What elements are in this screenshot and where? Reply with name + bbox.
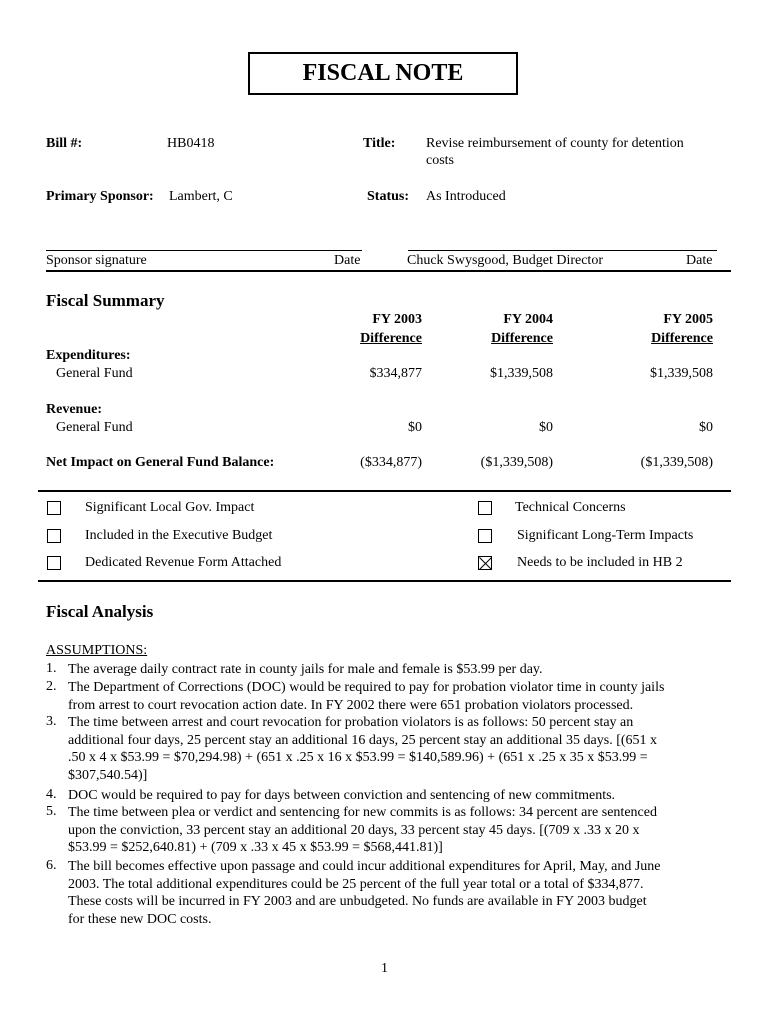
assumption-line: upon the conviction, 33 percent stay an additional 20 days, 33 percent stay 45 days. [(709 x .33 x 20 x bbox=[68, 822, 640, 838]
fiscal-analysis-heading: Fiscal Analysis bbox=[46, 602, 154, 621]
checkbox-label-needs-included-hb2: Needs to be included in HB 2 bbox=[517, 555, 683, 570]
net-impact-fy2005: ($1,339,508) bbox=[640, 455, 713, 470]
assumption-item bbox=[68, 714, 728, 784]
assumption-number: 6. bbox=[46, 858, 57, 873]
budget-director-caption: Chuck Swysgood, Budget Director bbox=[407, 253, 603, 268]
assumption-item bbox=[68, 661, 728, 679]
fy2003-difference-header: Difference bbox=[360, 331, 422, 346]
checkbox-label-significant-local-gov-impact: Significant Local Gov. Impact bbox=[85, 500, 255, 515]
assumption-line: The bill becomes effective upon passage and could incur additional expenditures for April, May, and June bbox=[68, 859, 661, 874]
net-impact-fy2004: ($1,339,508) bbox=[480, 455, 553, 470]
expenditures-fy2005: $1,339,508 bbox=[650, 366, 713, 381]
checkbox-needs-included-hb2[interactable] bbox=[478, 556, 492, 570]
assumption-line: The time between arrest and court revocation for probation violators is as follows: 50 percent stay an bbox=[68, 715, 634, 730]
checkbox-technical-concerns[interactable] bbox=[478, 501, 492, 515]
fy2003-header: FY 2003 bbox=[372, 312, 422, 327]
assumptions-label: ASSUMPTIONS: bbox=[46, 643, 148, 658]
assumption-line: from arrest to court revocation action date. In FY 2002 there were 651 probation violators processed. bbox=[68, 697, 634, 713]
header-divider bbox=[46, 270, 731, 272]
status-value: As Introduced bbox=[426, 189, 506, 204]
assumption-number: 4. bbox=[46, 787, 57, 802]
checkbox-label-dedicated-revenue-form: Dedicated Revenue Form Attached bbox=[85, 555, 282, 570]
page-number: 1 bbox=[381, 961, 388, 976]
assumption-line: These costs will be incurred in FY 2003 and are unbudgeted. No funds are available in FY 2003 budget bbox=[68, 894, 647, 910]
sponsor-signature-caption: Sponsor signature bbox=[46, 253, 147, 268]
document-title: FISCAL NOTE bbox=[248, 52, 518, 95]
revenue-fy2005: $0 bbox=[699, 420, 713, 435]
checkbox-label-included-in-executive-budget: Included in the Executive Budget bbox=[85, 528, 273, 543]
fiscal-summary-heading: Fiscal Summary bbox=[46, 291, 165, 310]
sponsor-date-caption: Date bbox=[334, 253, 361, 268]
fy2005-header: FY 2005 bbox=[663, 312, 713, 327]
assumption-line: 2003. The total additional expenditures could be 25 percent of the full year total or a total of $334,877. bbox=[68, 876, 644, 892]
title-label: Title: bbox=[363, 136, 396, 151]
summary-divider-top bbox=[38, 490, 731, 492]
fy2004-difference-header: Difference bbox=[491, 331, 553, 346]
assumption-number: 1. bbox=[46, 661, 57, 676]
director-date-caption: Date bbox=[686, 253, 713, 268]
assumption-line: The average daily contract rate in county jails for male and female is $53.99 per day. bbox=[68, 662, 543, 677]
summary-divider-bottom bbox=[38, 580, 731, 582]
assumption-line: .50 x 4 x $53.99 = $70,294.98) + (651 x .25 x 16 x $53.99 = $140,589.96) + (651 x .25 x 35 x $53.99 = bbox=[68, 750, 648, 766]
expenditures-fy2003: $334,877 bbox=[369, 366, 422, 381]
expenditures-general-fund-label: General Fund bbox=[56, 366, 133, 381]
checkbox-dedicated-revenue-form[interactable] bbox=[47, 556, 61, 570]
revenue-general-fund-label: General Fund bbox=[56, 420, 133, 435]
expenditures-fy2004: $1,339,508 bbox=[490, 366, 553, 381]
bill-number-label: Bill #: bbox=[46, 136, 83, 151]
net-impact-label: Net Impact on General Fund Balance: bbox=[46, 455, 275, 470]
primary-sponsor-label: Primary Sponsor: bbox=[46, 189, 154, 204]
checkbox-significant-local-gov-impact[interactable] bbox=[47, 501, 61, 515]
assumption-line: additional four days, 25 percent stay an additional 16 days, 25 percent stay an additional 35 days. [(651 x bbox=[68, 732, 658, 748]
primary-sponsor-value: Lambert, C bbox=[169, 189, 233, 204]
title-value-line2: costs bbox=[426, 153, 454, 168]
revenue-fy2003: $0 bbox=[408, 420, 422, 435]
assumption-number: 5. bbox=[46, 804, 57, 819]
net-impact-fy2003: ($334,877) bbox=[360, 455, 422, 470]
assumption-line: $307,540.54)] bbox=[68, 767, 148, 783]
assumption-line: The Department of Corrections (DOC) would be required to pay for probation violator time in county jails bbox=[68, 680, 665, 695]
checkbox-included-in-executive-budget[interactable] bbox=[47, 529, 61, 543]
assumption-item bbox=[68, 787, 728, 805]
fy2005-difference-header: Difference bbox=[651, 331, 713, 346]
bill-number-value: HB0418 bbox=[167, 136, 215, 151]
assumption-item bbox=[68, 804, 728, 857]
status-label: Status: bbox=[367, 189, 410, 204]
assumption-line: The time between plea or verdict and sentencing for new commits is as follows: 34 percent are sentenced bbox=[68, 805, 657, 820]
checkbox-significant-long-term-impacts[interactable] bbox=[478, 529, 492, 543]
sponsor-signature-line bbox=[46, 250, 362, 251]
assumption-item bbox=[68, 858, 728, 928]
assumption-line: for these new DOC costs. bbox=[68, 911, 212, 927]
director-signature-line bbox=[408, 250, 717, 251]
assumption-item bbox=[68, 679, 728, 714]
revenue-fy2004: $0 bbox=[539, 420, 553, 435]
assumption-line: DOC would be required to pay for days between conviction and sentencing of new commitments. bbox=[68, 788, 616, 803]
title-value-line1: Revise reimbursement of county for detention bbox=[426, 136, 684, 151]
revenue-label: Revenue: bbox=[46, 402, 102, 417]
assumption-line: $53.99 = $252,640.81) + (709 x .33 x 45 x $53.99 = $568,441.81)] bbox=[68, 840, 443, 856]
assumption-number: 3. bbox=[46, 714, 57, 729]
checkbox-label-significant-long-term-impacts: Significant Long-Term Impacts bbox=[517, 528, 694, 543]
expenditures-label: Expenditures: bbox=[46, 348, 131, 363]
checkbox-label-technical-concerns: Technical Concerns bbox=[515, 500, 626, 515]
fy2004-header: FY 2004 bbox=[503, 312, 553, 327]
assumption-number: 2. bbox=[46, 679, 57, 694]
